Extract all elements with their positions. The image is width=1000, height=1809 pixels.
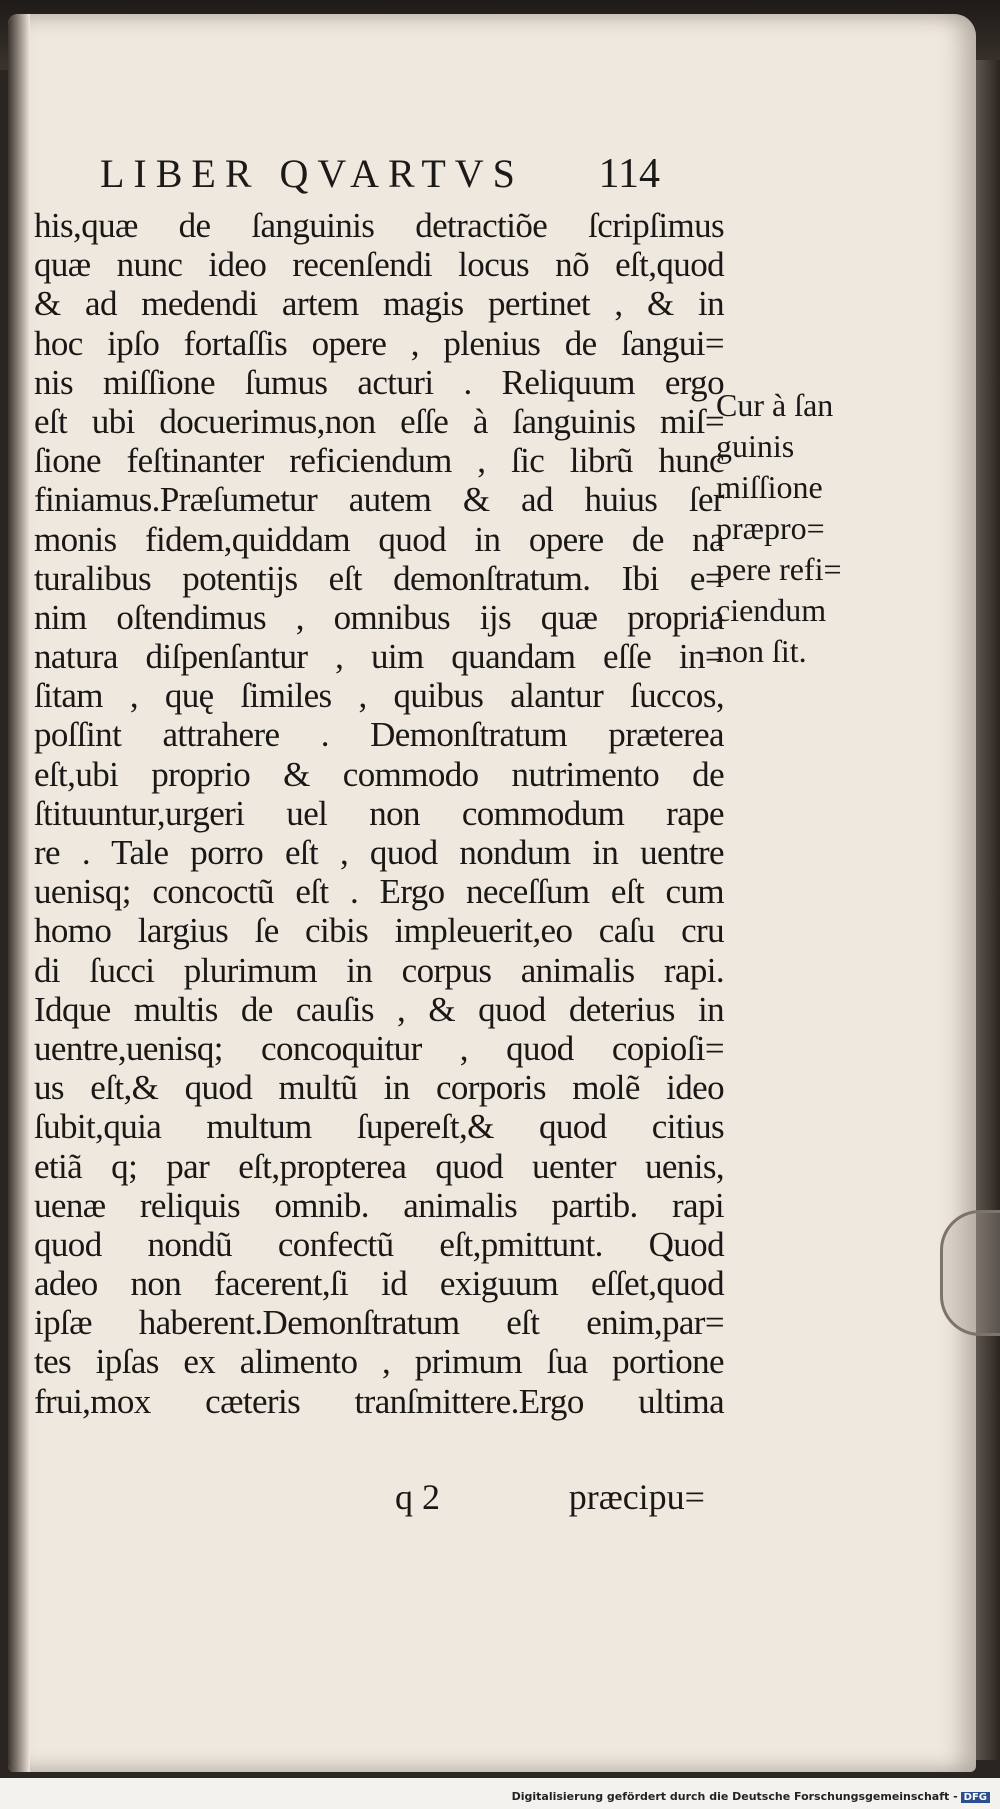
marginal-note-line: non ſit. (716, 633, 807, 669)
text-line: & ad medendi artem magis pertinet , & in (34, 284, 724, 324)
text-line: re . Tale porro eſt , quod nondum in uentre (34, 833, 724, 872)
body-text (34, 206, 724, 1421)
page-gutter-shadow (8, 14, 30, 1772)
text-line: uenisq; concoctũ eſt . Ergo neceſſum eſt cum (34, 872, 724, 912)
funding-credit (512, 1790, 990, 1803)
text-line: his,quæ de ſanguinis detractiõe ſcripſimus (34, 206, 724, 245)
text-line: adeo non facerent,ſi id exiguum eſſet,quod (34, 1264, 724, 1304)
funding-credit-text: Digitalisierung gefördert durch die Deutsche Forschungsgemeinschaft - (511, 1790, 958, 1803)
text-line: ipſæ haberent.Demonſtratum eſt enim,par= (34, 1303, 724, 1343)
marginal-note-line: ciendum (716, 592, 827, 628)
text-line: natura diſpenſantur , uim quandam eſſe in= (34, 637, 724, 677)
text-line: homo largius ſe cibis impleuerit,eo caſu cru (34, 911, 724, 951)
catchword: præcipu= (568, 1477, 705, 1517)
marginal-note-line: miſſione (716, 469, 823, 505)
text-line: monis fidem,quiddam quod in opere de na (34, 519, 724, 559)
text-line: Idque multis de cauſis , & quod deterius in (34, 989, 724, 1029)
text-line: etiã q; par eſt,propterea quod uenter uenis, (34, 1146, 724, 1186)
marginal-note (716, 385, 866, 672)
text-line: di ſucci plurimum in corpus animalis rapi. (34, 950, 724, 990)
page-clip (940, 1210, 1000, 1336)
marginal-note-line: pere refi= (716, 551, 842, 587)
marginal-note-line: guinis (716, 428, 795, 464)
folio-number: 114 (598, 151, 660, 197)
text-line: uenæ reliquis omnib. animalis partib. rapi (34, 1185, 724, 1225)
text-line: uentre,uenisq; concoquitur , quod copioſi= (34, 1028, 724, 1068)
running-title: LIBER QVARTVS (100, 151, 524, 196)
text-line: quæ nunc ideo recenſendi locus nõ eſt,quod (34, 245, 724, 285)
marginal-note-line: Cur à ſan (716, 387, 834, 423)
text-line: finiamus.Præſumetur autem & ad huius ſer (34, 480, 724, 520)
text-line: turalibus potentijs eſt demonſtratum. Ibi e= (34, 558, 724, 598)
text-line: nis miſſione ſumus acturi . Reliquum ergo (34, 362, 724, 402)
dfg-logo: DFG (961, 1792, 990, 1803)
text-line: nim oſtendimus , omnibus ijs quæ propria (34, 597, 724, 637)
text-line: poſſint attrahere . Demonſtratum præterea (34, 715, 724, 755)
text-line: hoc ipſo fortaſſis opere , plenius de ſangui= (34, 323, 724, 363)
marginal-note-line: præpro= (716, 510, 825, 546)
signature-mark: q 2 (395, 1477, 440, 1517)
page-header (100, 150, 660, 206)
text-line: us eſt,& quod multũ in corporis molẽ ideo (34, 1068, 724, 1108)
text-line: eſt ubi docuerimus,non eſſe à ſanguinis miſ= (34, 401, 724, 441)
text-line: ſione feſtinanter reficiendum , ſic librũ hunc (34, 441, 724, 481)
text-line: tes ipſas ex alimento , primum ſua portione (34, 1342, 724, 1382)
text-line: eſt,ubi proprio & commodo nutrimento de (34, 754, 724, 794)
text-line: quod nondũ confectũ eſt,pmittunt. Quod (34, 1224, 724, 1264)
text-line: ſitam , quę ſimiles , quibus alantur ſuccos, (34, 676, 724, 716)
text-line: ſubit,quia multum ſupereſt,& quod citius (34, 1107, 724, 1147)
text-line: frui,mox cæteris tranſmittere.Ergo ultima (34, 1381, 724, 1421)
text-line: ſtituuntur,urgeri uel non commodum rape (34, 793, 724, 833)
